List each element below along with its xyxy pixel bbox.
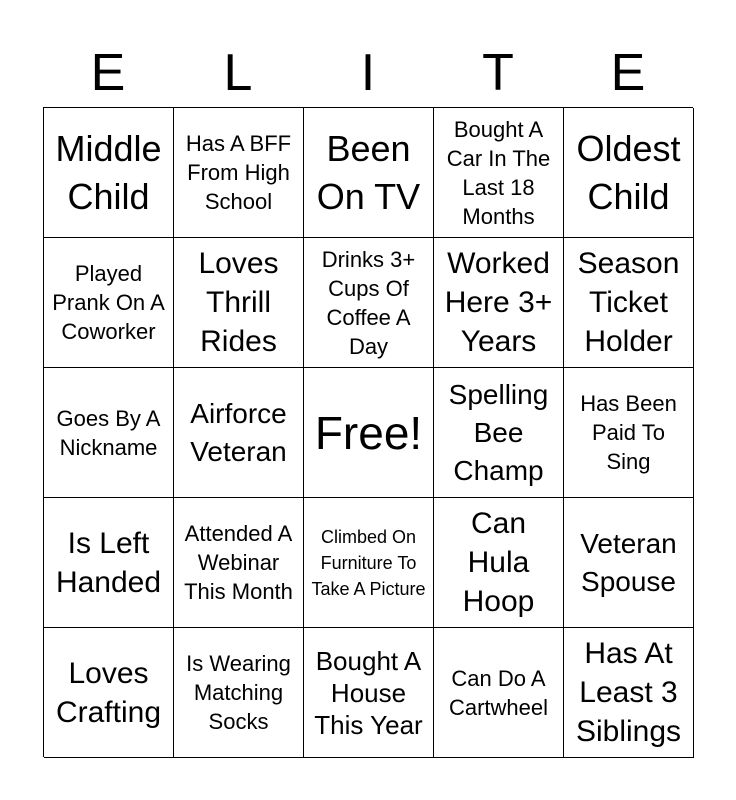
cell-text: Is Wearing Matching Socks (186, 651, 291, 734)
bingo-cell-r5c4[interactable] (434, 628, 564, 758)
cell-text: Loves Thrill Rides (198, 247, 279, 358)
bingo-cell-r3c4[interactable] (434, 368, 564, 498)
cell-text: Climbed On Furniture To Take A Picture (311, 526, 426, 599)
cell-text: Loves Crafting (55, 656, 162, 729)
cell-text: Is Left Handed (55, 526, 162, 599)
bingo-cell-r1c2[interactable] (174, 108, 304, 238)
bingo-cell-r4c4[interactable] (434, 498, 564, 628)
bingo-cell-r3c5[interactable] (564, 368, 694, 498)
cell-text: Has A BFF From High School (185, 131, 292, 214)
bingo-cell-r4c3[interactable] (304, 498, 434, 628)
header-letter-l: L (223, 44, 253, 102)
bingo-cell-free[interactable] (304, 368, 434, 498)
bingo-cell-r1c4[interactable] (434, 108, 564, 238)
bingo-cell-r3c1[interactable] (44, 368, 174, 498)
bingo-cell-r5c3[interactable] (304, 628, 434, 758)
cell-text: Can Hula Hoop (462, 507, 535, 618)
bingo-cell-r4c5[interactable] (564, 498, 694, 628)
bingo-cell-r5c1[interactable] (44, 628, 174, 758)
cell-text: Veteran Spouse (580, 527, 677, 597)
cell-text: Spelling Bee Champ (448, 378, 549, 486)
cell-text: Worked Here 3+ Years (444, 247, 553, 358)
cell-text: Goes By A Nickname (56, 405, 161, 460)
bingo-cell-r2c5[interactable] (564, 238, 694, 368)
cell-text: Been On TV (316, 127, 421, 217)
header-letter-e2: E (610, 44, 646, 102)
bingo-cell-r1c5[interactable] (564, 108, 694, 238)
bingo-cell-r2c3[interactable] (304, 238, 434, 368)
bingo-cell-r1c3[interactable] (304, 108, 434, 238)
bingo-cell-r2c1[interactable] (44, 238, 174, 368)
header-letter-i: I (360, 44, 376, 102)
bingo-cell-r4c1[interactable] (44, 498, 174, 628)
bingo-cell-r4c2[interactable] (174, 498, 304, 628)
cell-text: Played Prank On A Coworker (52, 261, 165, 344)
bingo-header (43, 38, 693, 108)
cell-text: Airforce Veteran (190, 397, 287, 467)
cell-text: Oldest Child (576, 127, 681, 217)
cell-text: Season Ticket Holder (577, 247, 680, 358)
cell-text: Can Do A Cartwheel (448, 665, 549, 720)
bingo-cell-r3c2[interactable] (174, 368, 304, 498)
bingo-cell-r1c1[interactable] (44, 108, 174, 238)
cell-text: Bought A House This Year (314, 645, 423, 740)
cell-text: Has At Least 3 Siblings (575, 637, 682, 748)
cell-text: Middle Child (55, 127, 162, 217)
bingo-cell-r2c4[interactable] (434, 238, 564, 368)
header-letter-e1: E (90, 44, 126, 102)
bingo-cell-r2c2[interactable] (174, 238, 304, 368)
bingo-cell-r5c5[interactable] (564, 628, 694, 758)
cell-text: Bought A Car In The Last 18 Months (446, 116, 551, 229)
bingo-cell-r5c2[interactable] (174, 628, 304, 758)
bingo-board (43, 107, 693, 757)
header-letter-t: T (482, 44, 514, 102)
cell-text: Has Been Paid To Sing (580, 391, 677, 474)
cell-text: Drinks 3+ Cups Of Coffee A Day (321, 246, 416, 359)
free-space-text: Free! (314, 406, 423, 459)
cell-text: Attended A Webinar This Month (184, 521, 293, 604)
